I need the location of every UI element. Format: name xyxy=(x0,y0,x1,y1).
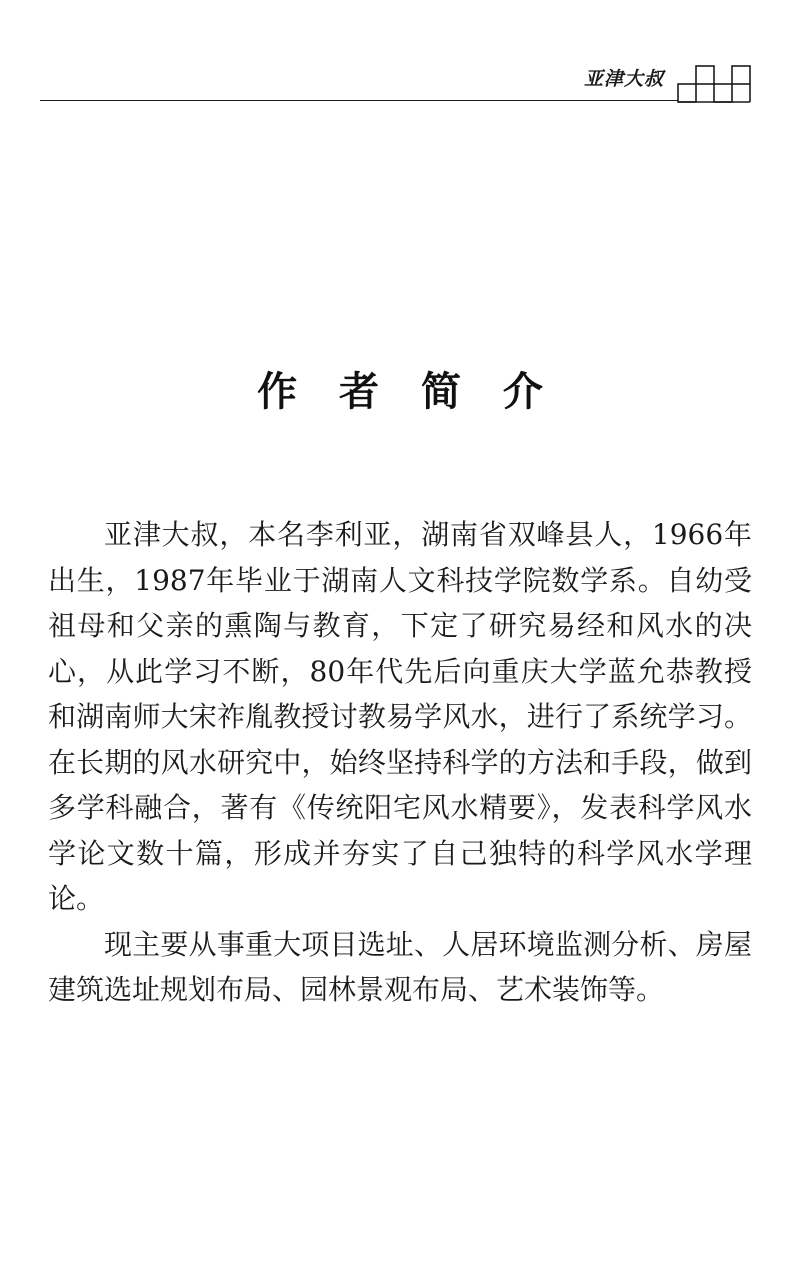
page-title: 作 者 简 介 xyxy=(257,368,557,415)
bio-paragraph-1: 亚津大叔，本名李利亚，湖南省双峰县人，1966年出生，1987年毕业于湖南人文科技学院数学系。自幼受祖母和父亲的熏陶与教育，下定了研究易经和风水的决心，从此学习不断，80年代先后向重庆大学蓝允恭教授和湖南师大宋祚胤教授讨教易学风水，进行了系统学习。在长期的风水研究中，始终坚持科学的方法和手段，做到多学科融合，著有《传统阳宅风水精要》，发表科学风水学论文数十篇，形成并夯实了自己独特的科学风水学理论。 xyxy=(48,518,752,915)
header-decoration-icon xyxy=(672,58,762,106)
running-title: 亚津大叔 xyxy=(584,68,665,90)
author-bio xyxy=(48,512,752,1013)
header-rule xyxy=(40,100,678,101)
page-header xyxy=(0,0,800,110)
bio-paragraph-2: 现主要从事重大项目选址、人居环境监测分析、房屋建筑选址规划布局、园林景观布局、艺术装饰等。 xyxy=(48,927,752,1006)
